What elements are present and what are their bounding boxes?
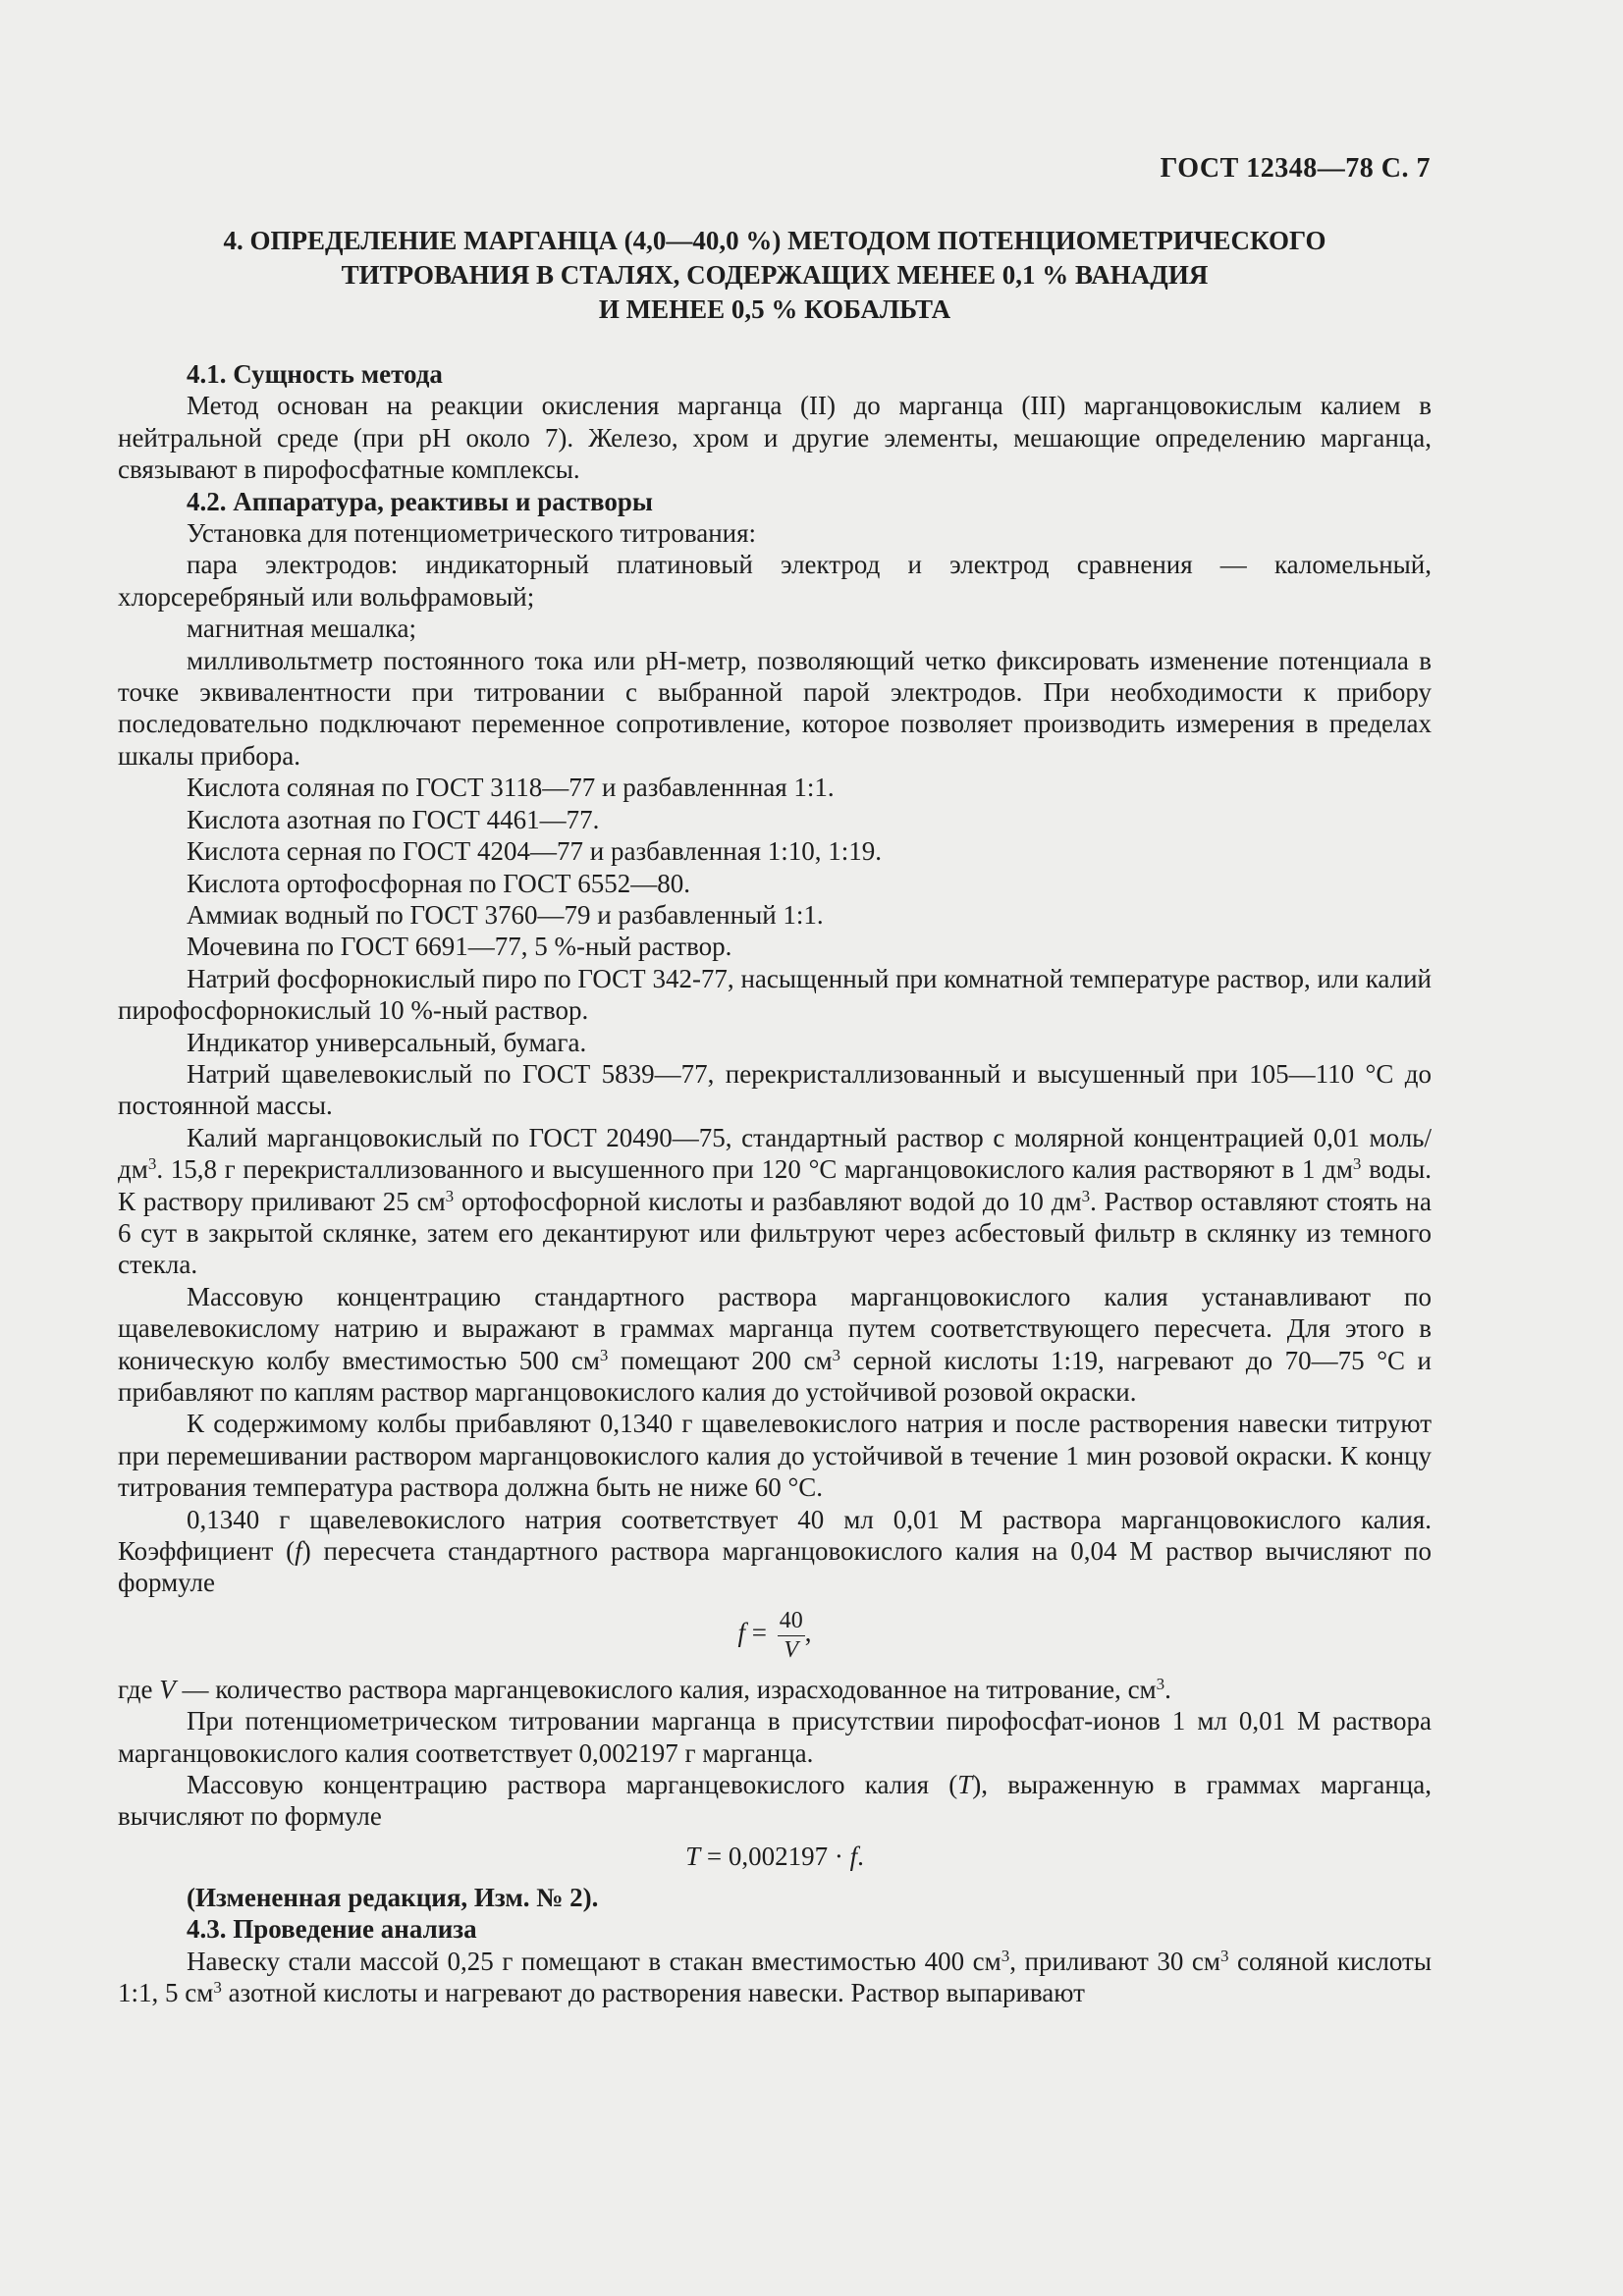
- paragraph-electrodes: пара электродов: индикаторный платиновый электрод и электрод сравнения — каломельный, хлорсеребряный или вольфрамовый;: [118, 550, 1432, 612]
- section-title: [118, 224, 1432, 327]
- subsection-heading-4-2: 4.2. Аппаратура, реактивы и растворы: [187, 486, 653, 516]
- paragraph-setup: Установка для потенциометрического титрования:: [187, 518, 757, 549]
- paragraph-analysis: Навеску стали массой 0,25 г помещают в стакан вместимостью 400 $см^3$, приливают 30 $см^3$ соляной кислоты 1:1, 5 $см^3$ азотной кислоты и нагревают до растворения навески. Раствор выпаривают: [118, 1946, 1432, 2008]
- paragraph-oxalate: Натрий щавелевокислый по ГОСТ 5839—77, перекристаллизованный и высушенный при 105—110 °С до постоянной массы.: [118, 1058, 1432, 1121]
- paragraph-mass-concentration: Массовую концентрацию стандартного раствора марганцовокислого калия устанавливают по щавелевокислому натрию и выражают в граммах марганца путем соответствующего пересчета. Для этого в коническую колбу вместимостью 500 $см^3$ помещают 200 $см^3$ серной кислоты 1:19, нагревают до 70—75 °С и прибавляют по каплям раствор марганцовокислого калия до устойчивой розовой окраски.: [118, 1281, 1433, 1407]
- paragraph-where-v: где V — количество раствора марганцевокислого калия, израсходованное на титрование, $см^3$.: [118, 1674, 1171, 1704]
- formula-coefficient: f = $\frac{40}{V}$ ,: [737, 1607, 812, 1663]
- amendment-note: (Измененная редакция, Изм. № 2).: [187, 1882, 599, 1912]
- subsection-heading-4-3: 4.3. Проведение анализа: [187, 1914, 477, 1945]
- paragraph-method-essence: Метод основан на реакции окисления марганца (II) до марганца (III) марганцовокислым калием в нейтральной среде (при pH около 7). Железо, хром и другие элементы, мешающие определению марганца, связывают в пирофосфатные комплексы.: [118, 391, 1432, 485]
- formula-t: T = 0,002197 · f.: [685, 1841, 864, 1871]
- paragraph-coefficient: 0,1340 г щавелевокислого натрия соответствует 40 мл 0,01 М раствора марганцовокислого калия. Коэффициент (f) пересчета стандартного раствора марганцовокислого калия на 0,04 М раствор вычисляют по формуле: [118, 1504, 1432, 1598]
- paragraph-indicator: Индикатор универсальный, бумага.: [187, 1027, 587, 1057]
- paragraph-permanganate: Калий марганцовокислый по ГОСТ 20490—75, стандартный раствор с молярной концентрацией 0,01 моль/$дм^3$. 15,8 г перекристаллизованного и высушенного при 120 °С марганцовокислого калия растворяют в 1 $дм^3$ воды. К раствору приливают 25 $см^3$ ортофосфорной кислоты и разбавляют водой до 10 $дм^3$. Раствор оставляют стоять на 6 сут в закрытой склянке, затем его декантируют или фильтруют через асбестовый фильтр в склянку из темного стекла.: [118, 1122, 1432, 1280]
- paragraph-stirrer: магнитная мешалка;: [187, 614, 417, 644]
- subsection-heading-4-1: 4.1. Сущность метода: [187, 359, 443, 389]
- paragraph-mass-concentration-t: Массовую концентрацию раствора марганцевокислого калия (T), выраженную в граммах марганца, вычисляют по формуле: [118, 1770, 1432, 1832]
- paragraph-titration-equivalent: При потенциометрическом титровании марганца в присутствии пирофосфат-ионов 1 мл 0,01 М раствора марганцовокислого калия соответствует 0,002197 г марганца.: [118, 1706, 1432, 1768]
- section-title-line-2: ТИТРОВАНИЯ В СТАЛЯХ, СОДЕРЖАЩИХ МЕНЕЕ 0,1 % ВАНАДИЯ: [341, 260, 1209, 290]
- document-body: [118, 224, 1432, 2009]
- fraction: $\frac{40}{V}$: [779, 1607, 803, 1663]
- section-title-line-1: 4. ОПРЕДЕЛЕНИЕ МАРГАНЦА (4,0—40,0 %) МЕТОДОМ ПОТЕНЦИОМЕТРИЧЕСКОГО: [223, 226, 1326, 255]
- paragraph-millivoltmeter: милливольтметр постоянного тока или pH-метр, позволяющий четко фиксировать изменение потенциала в точке эквивалентности при титровании с выбранной парой электродов. При необходимости к прибору последовательно подключают переменное сопротивление, которое позволяет производить измерения в пределах шкалы прибора.: [118, 645, 1432, 771]
- paragraph-hcl: Кислота соляная по ГОСТ 3118—77 и разбавленнная 1:1.: [187, 773, 835, 803]
- paragraph-flask-contents: К содержимому колбы прибавляют 0,1340 г щавелевокислого натрия и после растворения навески титруют при перемешивании раствором марганцовокислого калия до устойчивой в течение 1 мин розовой окраски. К концу титрования температура раствора должна быть не ниже 60 °С.: [118, 1409, 1432, 1503]
- paragraph-h2so4: Кислота серная по ГОСТ 4204—77 и разбавленная 1:10, 1:19.: [187, 836, 883, 867]
- paragraph-hno3: Кислота азотная по ГОСТ 4461—77.: [187, 804, 600, 834]
- paragraph-ammonia: Аммиак водный по ГОСТ 3760—79 и разбавленный 1:1.: [187, 899, 824, 930]
- paragraph-urea: Мочевина по ГОСТ 6691—77, 5 %-ный раствор.: [187, 932, 732, 962]
- paragraph-h3po4: Кислота ортофосфорная по ГОСТ 6552—80.: [187, 868, 691, 898]
- paragraph-pyrophosphate: Натрий фосфорнокислый пиро по ГОСТ 342-77, насыщенный при комнатной температуре раствор, или калий пирофосфорнокислый 10 %-ный раствор.: [118, 963, 1432, 1026]
- section-title-line-3: И МЕНЕЕ 0,5 % КОБАЛЬТА: [598, 294, 951, 324]
- page-header-ref: ГОСТ 12348—78 С. 7: [1160, 153, 1431, 184]
